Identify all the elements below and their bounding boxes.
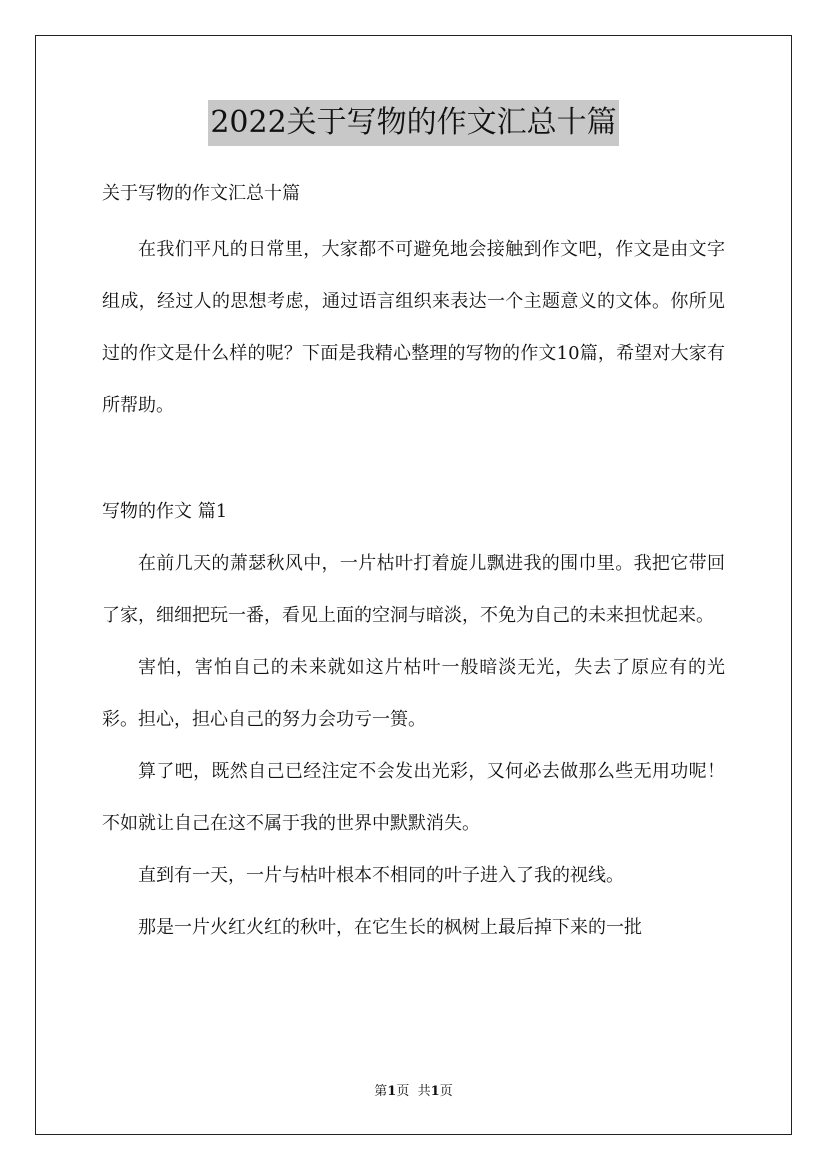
document-body <box>102 176 725 954</box>
intro-paragraph: 在我们平凡的日常里，大家都不可避免地会接触到作文吧，作文是由文字组成，经过人的思想考虑，通过语言组织来表达一个主题意义的文体。你所见过的作文是什么样的呢？下面是我精心整理的写物的作文10篇，希望对大家有所帮助。 <box>102 239 725 416</box>
paragraph-3: 算了吧，既然自己已经注定不会发出光彩，又何必去做那么些无用功呢！不如就让自己在这不属于我的世界中默默消失。 <box>102 761 725 834</box>
page-suffix: 页 <box>396 1084 410 1099</box>
paragraph-5: 那是一片火红火红的秋叶，在它生长的枫树上最后掉下来的一批 <box>138 917 642 938</box>
title-container <box>0 100 827 146</box>
paragraph-1: 在前几天的萧瑟秋风中，一片枯叶打着旋儿飘进我的围巾里。我把它带回了家，细细把玩一番，看见上面的空洞与暗淡，不免为自己的未来担忧起来。 <box>102 553 725 626</box>
page-number: 1 <box>387 1084 397 1099</box>
document-subtitle: 关于写物的作文汇总十篇 <box>102 183 300 204</box>
total-suffix: 页 <box>439 1084 453 1099</box>
total-prefix: 共 <box>417 1084 431 1099</box>
total-pages: 1 <box>430 1084 440 1099</box>
document-title: 2022关于写物的作文汇总十篇 <box>208 100 618 146</box>
page-footer <box>0 1083 827 1101</box>
paragraph-2: 害怕，害怕自己的未来就如这片枯叶一般暗淡无光，失去了原应有的光彩。担心，担心自己的努力会功亏一篑。 <box>102 657 725 730</box>
page-prefix: 第 <box>374 1084 388 1099</box>
paragraph-4: 直到有一天，一片与枯叶根本不相同的叶子进入了我的视线。 <box>138 865 624 886</box>
section-heading: 写物的作文 篇1 <box>102 501 228 522</box>
